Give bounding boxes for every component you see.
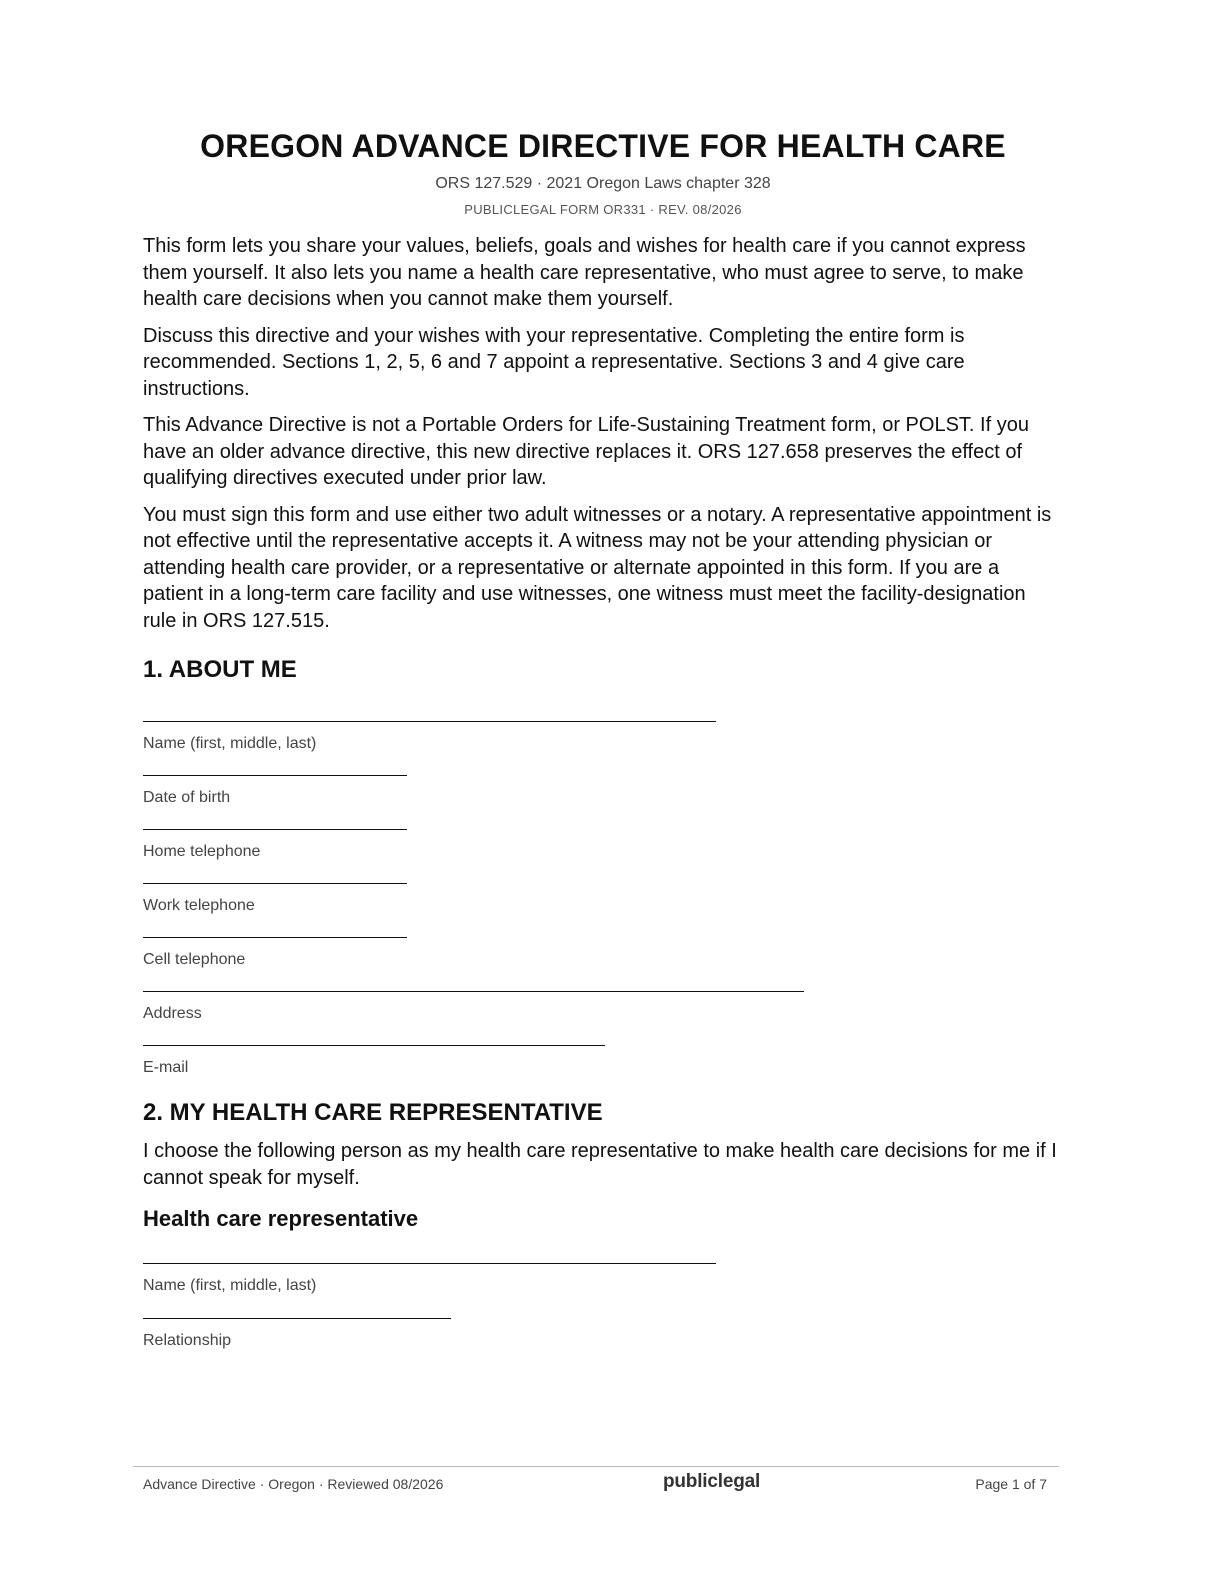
representative-subheading: Health care representative xyxy=(143,1206,419,1231)
relationship-label: Relationship xyxy=(143,1332,232,1349)
email-field[interactable] xyxy=(143,1045,1063,1077)
section-1-heading: 1. ABOUT ME xyxy=(143,656,297,683)
date-of-birth-label: Date of birth xyxy=(143,789,231,806)
work-telephone-field[interactable] xyxy=(143,883,1063,915)
cell-telephone-input-line[interactable] xyxy=(143,937,407,938)
relationship-input-line[interactable] xyxy=(143,1318,451,1319)
date-of-birth-field[interactable] xyxy=(143,775,1063,807)
representative-name-input-line[interactable] xyxy=(143,1263,716,1264)
address-input-line[interactable] xyxy=(143,991,804,992)
work-telephone-input-line[interactable] xyxy=(143,883,407,884)
intro-text xyxy=(143,233,1063,634)
intro-paragraph: This Advance Directive is not a Portable Orders for Life-Sustaining Treatment form, or POLST. If you have an older advance directive, this new directive replaces it. ORS 127.658 preserves the effect of qualifying directives executed under prior law. xyxy=(143,414,1029,489)
intro-paragraph: You must sign this form and use either two adult witnesses or a notary. A representative appointment is not effective until the representative accepts it. A witness may not be your attending physician or attending health care provider, or a representative or alternate appointed in this form. If you are a patient in a long-term care facility and use witnesses, one witness must meet the facility-designation rule in ORS 127.515. xyxy=(143,503,1052,632)
email-input-line[interactable] xyxy=(143,1045,605,1046)
relationship-field[interactable] xyxy=(143,1318,1063,1350)
intro-paragraph: Discuss this directive and your wishes with your representative. Completing the entire form is recommended. Sections 1, 2, 5, 6 and 7 appoint a representative. Sections 3 and 4 give care instructions. xyxy=(143,324,965,400)
name-input-line[interactable] xyxy=(143,721,716,722)
representative-name-field[interactable] xyxy=(143,1263,1063,1295)
footer-document-info: Advance Directive · Oregon · Reviewed 08/2026 xyxy=(143,1476,444,1492)
home-telephone-label: Home telephone xyxy=(143,843,261,860)
work-telephone-label: Work telephone xyxy=(143,897,255,914)
email-label: E-mail xyxy=(143,1059,189,1076)
page-footer xyxy=(133,1466,1059,1507)
cell-telephone-label: Cell telephone xyxy=(143,951,246,968)
section-2-text: I choose the following person as my health care representative to make health care decisions for me if I cannot speak for myself. xyxy=(143,1140,1057,1189)
home-telephone-field[interactable] xyxy=(143,829,1063,861)
representative-name-label: Name (first, middle, last) xyxy=(143,1277,317,1294)
name-field[interactable] xyxy=(143,721,1063,753)
address-label: Address xyxy=(143,1005,202,1022)
form-title: OREGON ADVANCE DIRECTIVE FOR HEALTH CARE xyxy=(200,128,1006,164)
section-2-heading: 2. MY HEALTH CARE REPRESENTATIVE xyxy=(143,1099,603,1126)
cell-telephone-field[interactable] xyxy=(143,937,1063,969)
date-of-birth-input-line[interactable] xyxy=(143,775,407,776)
publiclegal-logo: publiclegal xyxy=(663,1471,761,1492)
intro-paragraph: This form lets you share your values, beliefs, goals and wishes for health care if you cannot express them yourself. It also lets you name a health care representative, who must agree to serve, to make health care decisions when you cannot make them yourself. xyxy=(143,235,1026,310)
statute-reference: ORS 127.529 · 2021 Oregon Laws chapter 328 xyxy=(435,175,771,192)
home-telephone-input-line[interactable] xyxy=(143,829,407,830)
name-label: Name (first, middle, last) xyxy=(143,735,317,752)
address-field[interactable] xyxy=(143,991,1063,1023)
document-page xyxy=(143,128,1063,1350)
page-number: Page 1 of 7 xyxy=(975,1476,1047,1492)
form-id: PUBLICLEGAL FORM OR331 · REV. 08/2026 xyxy=(464,202,742,217)
